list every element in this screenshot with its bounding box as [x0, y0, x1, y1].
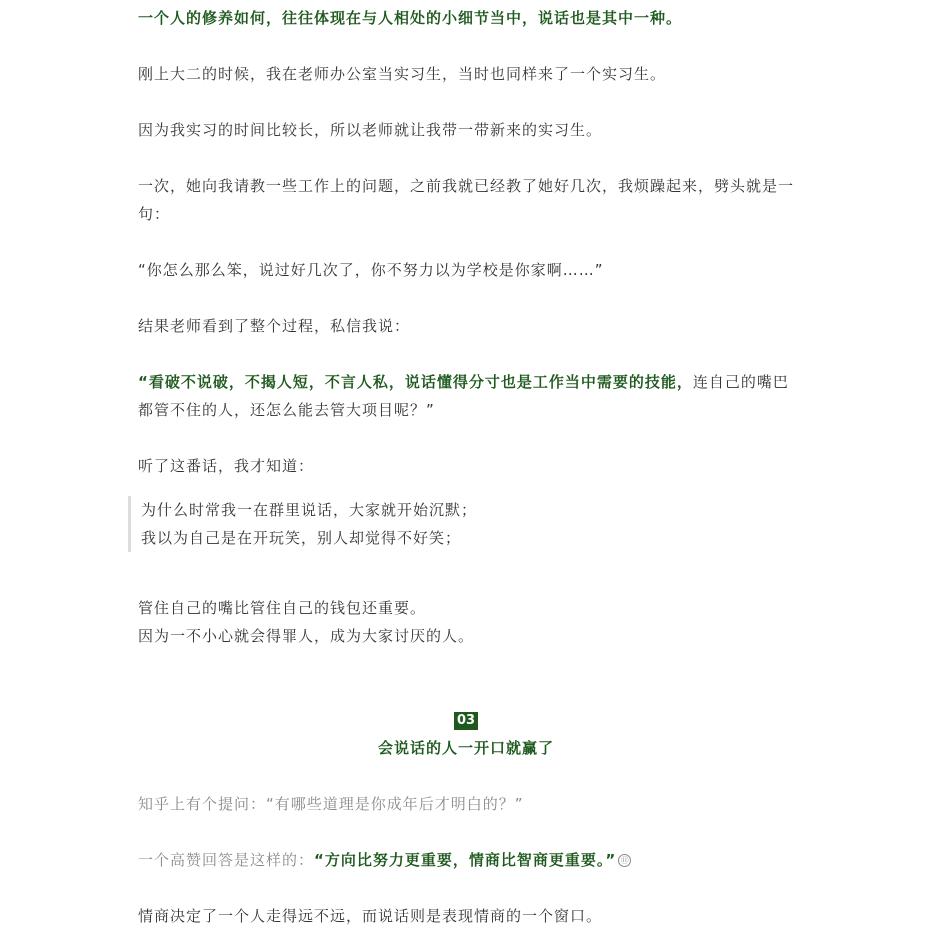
paragraph: 因为一不小心就会得罪人，成为大家讨厌的人。 — [138, 627, 475, 645]
blockquote-line: 为什么时常我一在群里说话，大家就开始沉默； — [141, 501, 478, 519]
blockquote-line: 我以为自己是在开玩笑，别人却觉得不好笑； — [141, 529, 462, 547]
paragraph: 听了这番话，我才知道： — [138, 457, 315, 475]
emphasis-text: “看破不说破，不揭人短，不言人私，说话懂得分寸也是工作当中需要的技能， — [138, 373, 693, 391]
paragraph: 一次，她向我请教一些工作上的问题，之前我就已经教了她好几次，我烦躁起来，劈头就是一 — [138, 177, 795, 195]
section-title: 会说话的人一开口就赢了 — [377, 739, 554, 757]
paragraph — [138, 846, 798, 874]
paragraph: 因为我实习的时间比较长，所以老师就让我带一带新来的实习生。 — [138, 121, 603, 139]
paragraph: 知乎上有个提问：“有哪些道理是你成年后才明白的？” — [138, 795, 524, 813]
blockquote — [128, 496, 801, 552]
paragraph-continued: 都管不住的人，还怎么能去管大项目呢？” — [138, 401, 435, 419]
paragraph-text: 连自己的嘴巴 — [692, 373, 789, 391]
quote-paragraph: “你怎么那么笨，说过好几次了，你不努力以为学校是你家啊……” — [138, 261, 604, 279]
paragraph-intro: 一个人的修养如何，往往体现在与人相处的小细节当中，说话也是其中一种。 — [138, 9, 683, 27]
emphasis-paragraph — [138, 368, 798, 396]
paragraph: 情商决定了一个人走得远不远，而说话则是表现情商的一个窗口。 — [138, 907, 603, 925]
paragraph: 结果老师看到了整个过程，私信我说： — [138, 317, 411, 335]
footnote-marker[interactable]: ⑪ — [618, 854, 631, 867]
paragraph: 管住自己的嘴比管住自己的钱包还重要。 — [138, 599, 427, 617]
emphasis-text: “方向比努力更重要，情商比智商更重要。” — [314, 851, 617, 869]
paragraph-continued: 句： — [138, 205, 171, 223]
section-number-badge: 03 — [454, 712, 478, 730]
paragraph: 刚上大二的时候，我在老师办公室当实习生，当时也同样来了一个实习生。 — [138, 65, 667, 83]
paragraph-text: 一个高赞回答是这样的： — [138, 851, 315, 869]
